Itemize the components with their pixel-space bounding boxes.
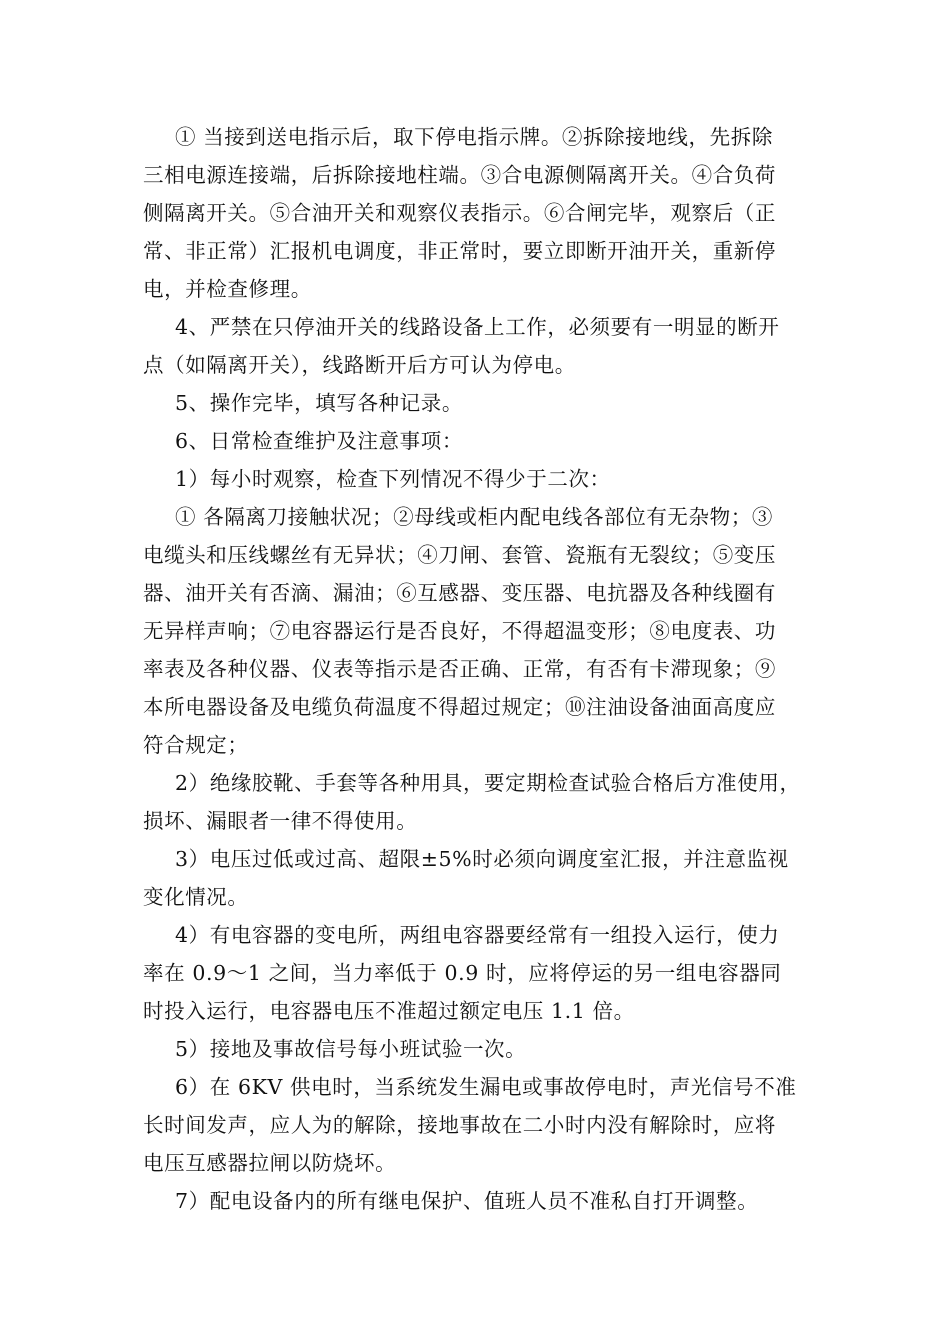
text-line: 点（如隔离开关），线路断开后方可认为停电。 xyxy=(143,353,576,377)
text-line: 6、日常检查维护及注意事项： xyxy=(175,429,463,453)
text-line: 2）绝缘胶靴、手套等各种用具，要定期检查试验合格后方准使用， xyxy=(175,771,801,795)
text-line: 三相电源连接端，后拆除接地柱端。③合电源侧隔离开关。④合负荷 xyxy=(143,163,776,187)
text-line: 本所电器设备及电缆负荷温度不得超过规定；⑩注油设备油面高度应 xyxy=(143,695,776,719)
text-line: ① 各隔离刀接触状况；②母线或柜内配电线各部位有无杂物；③ xyxy=(175,505,773,529)
text-line: 1）每小时观察，检查下列情况不得少于二次： xyxy=(175,467,611,491)
text-line: 符合规定； xyxy=(143,733,249,757)
text-line: 常、非正常）汇报机电调度，非正常时，要立即断开油开关，重新停 xyxy=(143,239,776,263)
text-line: 变化情况。 xyxy=(143,885,249,909)
text-line: 5、操作完毕，填写各种记录。 xyxy=(175,391,463,415)
text-line: ① 当接到送电指示后，取下停电指示牌。②拆除接地线，先拆除 xyxy=(175,125,773,149)
text-line: 器、油开关有否滴、漏油；⑥互感器、变压器、电抗器及各种线圈有 xyxy=(143,581,776,605)
text-line: 5）接地及事故信号每小班试验一次。 xyxy=(175,1037,527,1061)
document-body xyxy=(143,118,833,1220)
text-line: 7）配电设备内的所有继电保护、值班人员不准私自打开调整。 xyxy=(175,1189,759,1213)
text-line: 损坏、漏眼者一律不得使用。 xyxy=(143,809,418,833)
text-line: 3）电压过低或过高、超限±5%时必须向调度室汇报，并注意监视 xyxy=(175,847,789,871)
text-line: 率表及各种仪器、仪表等指示是否正确、正常，有否有卡滞现象；⑨ xyxy=(143,657,776,681)
text-line: 电缆头和压线螺丝有无异状；④刀闸、套管、瓷瓶有无裂纹；⑤变压 xyxy=(143,543,776,567)
text-line: 长时间发声，应人为的解除，接地事故在二小时内没有解除时，应将 xyxy=(143,1113,776,1137)
text-line: 侧隔离开关。⑤合油开关和观察仪表指示。⑥合闸完毕，观察后（正 xyxy=(143,201,776,225)
text-line: 6）在 6KV 供电时，当系统发生漏电或事故停电时，声光信号不准 xyxy=(175,1075,797,1099)
text-line: 4）有电容器的变电所，两组电容器要经常有一组投入运行，使力 xyxy=(175,923,780,947)
text-line: 电，并检查修理。 xyxy=(143,277,312,301)
text-line: 电压互感器拉闸以防烧坏。 xyxy=(143,1151,397,1175)
text-line: 时投入运行，电容器电压不准超过额定电压 1.1 倍。 xyxy=(143,999,635,1023)
text-line: 无异样声响；⑦电容器运行是否良好，不得超温变形；⑧电度表、功 xyxy=(143,619,776,643)
text-line: 率在 0.9～1 之间，当力率低于 0.9 时，应将停运的另一组电容器同 xyxy=(143,961,782,985)
text-line: 4、严禁在只停油开关的线路设备上工作，必须要有一明显的断开 xyxy=(175,315,780,339)
